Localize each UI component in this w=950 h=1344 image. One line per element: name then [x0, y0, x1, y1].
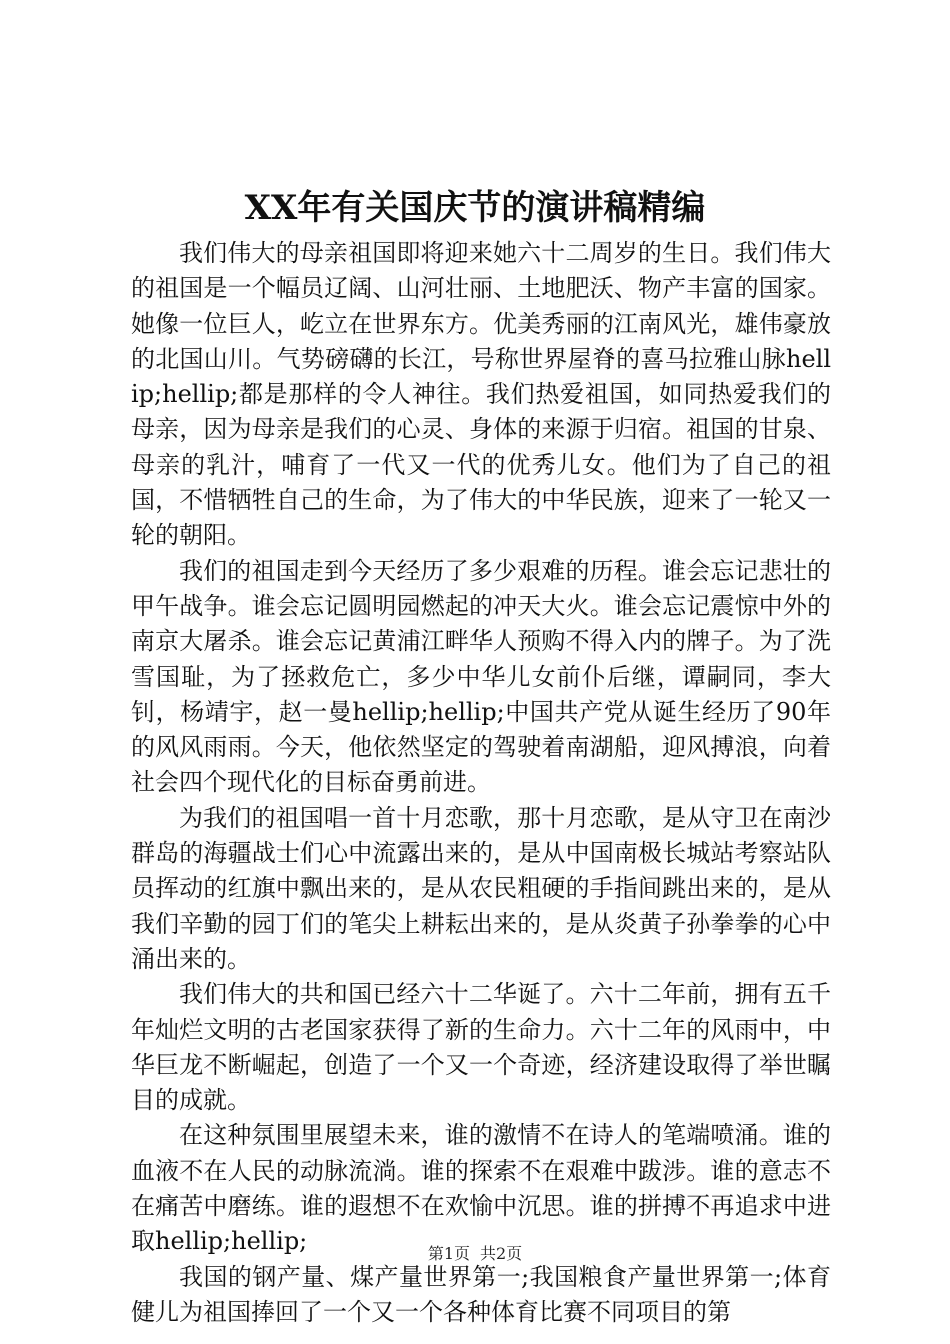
paragraph-1: 我们伟大的母亲祖国即将迎来她六十二周岁的生日。我们伟大的祖国是一个幅员辽阔、山河壮丽、土地肥沃、物产丰富的国家。她像一位巨人，屹立在世界东方。优美秀丽的江南风光，雄伟豪放的北国山川。气势磅礴的长江，号称世界屋脊的喜马拉雅山脉hellip;hellip;都是那样的令人神往。我们热爱祖国，如同热爱我们的母亲，因为母亲是我们的心灵、身体的来源于归宿。祖国的甘泉、母亲的乳汁，哺育了一代又一代的优秀儿女。他们为了自己的祖国，不惜牺牲自己的生命，为了伟大的中华民族，迎来了一轮又一轮的朝阳。 [131, 239, 831, 550]
page-number-current: 第1页 [427, 1244, 470, 1263]
paragraph-3: 为我们的祖国唱一首十月恋歌，那十月恋歌，是从守卫在南沙群岛的海疆战士们心中流露出来的，是从中国南极长城站考察站队员挥动的红旗中飘出来的，是从农民粗硬的手指间跳出来的，是从我们辛勤的园丁们的笔尖上耕耘出来的，是从炎黄子孙拳拳的心中涌出来的。 [131, 803, 831, 973]
paragraph-2: 我们的祖国走到今天经历了多少艰难的历程。谁会忘记悲壮的甲午战争。谁会忘记圆明园燃起的冲天大火。谁会忘记震惊中外的南京大屠杀。谁会忘记黄浦江畔华人预购不得入内的牌子。为了洗雪国耻，为了拯救危亡，多少中华儿女前仆后继，谭嗣同，李大钊，杨靖宇，赵一曼hellip;hellip;中国共产党从诞生经历了90年的风风雨雨。今天，他依然坚定的驾驶着南湖船，迎风搏浪，向着社会四个现代化的目标奋勇前进。 [131, 556, 831, 797]
page-footer [0, 1242, 950, 1266]
paragraph-4: 我们伟大的共和国已经六十二华诞了。六十二年前，拥有五千年灿烂文明的古老国家获得了新的生命力。六十二年的风雨中，中华巨龙不断崛起，创造了一个又一个奇迹，经济建设取得了举世瞩目的成就。 [131, 980, 831, 1115]
document-body [131, 236, 831, 1330]
paragraph-5: 在这种氛围里展望未来，谁的激情不在诗人的笔端喷涌。谁的血液不在人民的动脉流淌。谁的探索不在艰难中跋涉。谁的意志不在痛苦中磨练。谁的遐想不在欢愉中沉思。谁的拼搏不再追求中进取hellip;hellip; [131, 1121, 831, 1256]
page-number-total: 共2页 [480, 1244, 523, 1263]
paragraph-6: 我国的钢产量、煤产量世界第一;我国粮食产量世界第一;体育健儿为祖国捧回了一个又一个各种体育比赛不同项目的第 [131, 1262, 831, 1326]
document-title: XX年有关国庆节的演讲稿精编 [244, 188, 706, 228]
